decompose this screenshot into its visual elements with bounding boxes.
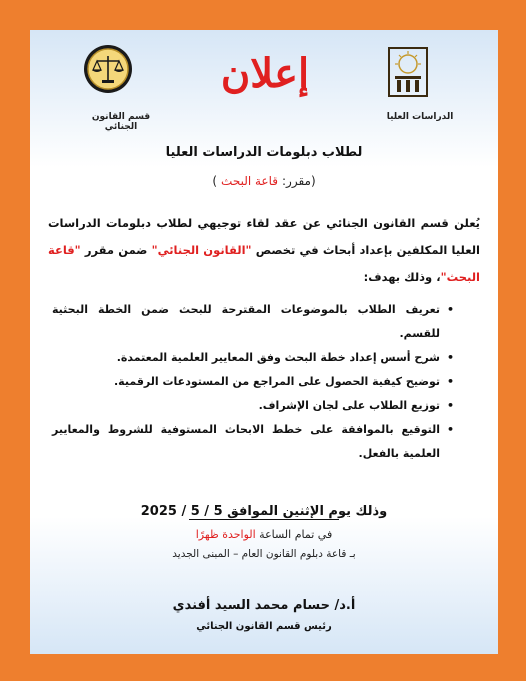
- audience-heading: لطلاب دبلومات الدراسات العليا: [165, 145, 363, 160]
- faculty-of-law-logo: [83, 44, 133, 94]
- time-value: الواحدة ظهرًا: [195, 528, 256, 541]
- list-item: • توضيح كيفية الحصول على المراجع من المستودعات الرقمية.: [52, 370, 454, 394]
- meeting-date: وذلك يوم الإثنين الموافق 5 / 5 / 2025: [140, 504, 388, 519]
- meeting-place: بـ قاعة دبلوم القانون العام – المبنى الجديد: [172, 548, 356, 560]
- course-paren-close: ): [212, 174, 218, 188]
- intro-paragraph: [48, 210, 480, 291]
- intro-text-2: ضمن مقرر: [80, 243, 152, 257]
- announcement-card: [30, 30, 498, 654]
- signatory-name: أ.د/ حسام محمد السيد أفندي: [172, 598, 356, 613]
- date-block: [110, 504, 418, 520]
- list-item: • توزيع الطلاب على لجان الإشراف.: [52, 394, 454, 418]
- list-item: • شرح أسس إعداد خطة البحث وفق المعايير العلمية المعتمدة.: [52, 346, 454, 370]
- signatory-title: رئيس قسم القانون الجنائي: [196, 621, 332, 632]
- meeting-time: [110, 528, 418, 541]
- intro-text-1: يُعلن قسم القانون الجنائي عن عقد لقاء توجيهي لطلاب دبلومات الدراسات العليا المكلفين بإعداد أبحاث في تخصص: [48, 216, 480, 257]
- list-item: • التوقيع بالموافقة على خطط الابحاث المستوفية للشروط والمعايير العلمية بالفعل.: [52, 418, 454, 466]
- objectives-list: [52, 298, 454, 466]
- course-name: قاعة البحث: [221, 174, 278, 188]
- intro-text-3: ، وذلك بهدف:: [363, 270, 441, 284]
- intro-course: "قاعة البحث": [48, 243, 480, 284]
- list-item: • تعريف الطلاب بالموضوعات المقترحة للبحث ضمن الخطة البحثية للقسم.: [52, 298, 454, 346]
- university-logo: [383, 44, 433, 94]
- graduate-studies-label: الدراسات العليا: [386, 112, 454, 122]
- criminal-law-department-label: قسم القانون الجنائي: [91, 112, 151, 132]
- course-prefix: مقرر:: [282, 174, 311, 188]
- intro-specialty: "القانون الجنائي": [151, 243, 252, 257]
- date-underline: [189, 519, 339, 520]
- announcement-title: إعلان: [220, 50, 310, 97]
- time-prefix: في تمام الساعة: [255, 528, 333, 541]
- course-paren-open: (: [310, 174, 316, 188]
- course-label: [170, 170, 358, 192]
